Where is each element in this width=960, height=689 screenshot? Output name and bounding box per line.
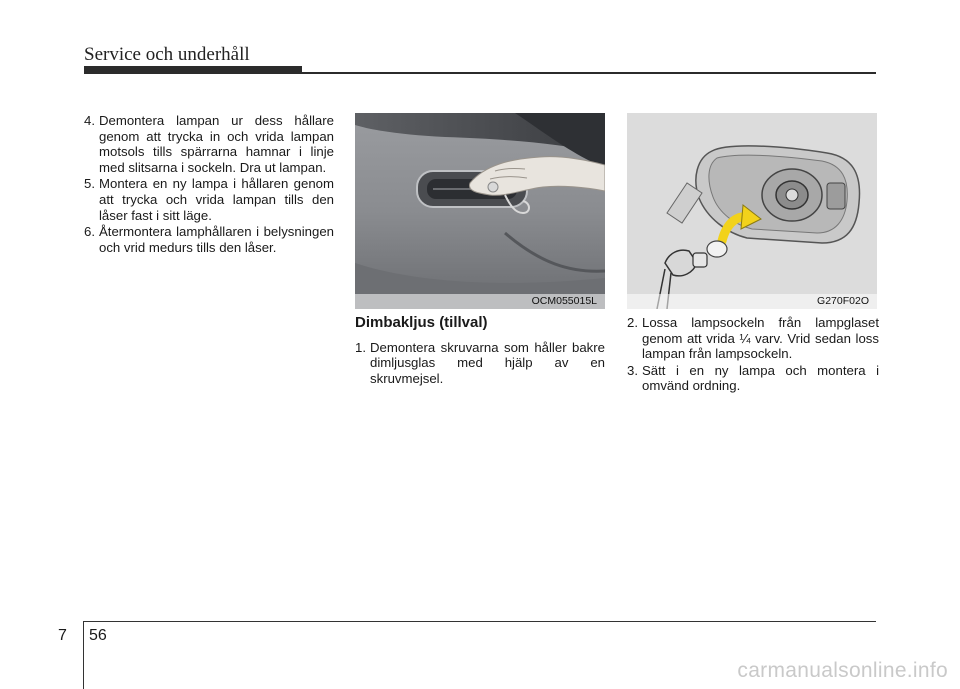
- step-number: 2.: [627, 315, 638, 330]
- section-title: Service och underhåll: [84, 44, 250, 65]
- step-text: Lossa lampsockeln från lampglaset genom att vrida ¼ varv. Vrid sedan loss lampan från lampsockeln.: [642, 315, 879, 362]
- watermark[interactable]: carmanualsonline.info: [737, 659, 948, 682]
- step-number: 6.: [84, 224, 95, 240]
- step-item: [627, 363, 879, 394]
- footer-divider: [83, 621, 84, 689]
- step-text: Montera en ny lampa i hållaren genom att trycka och vrida lampan tills den låser fast i sitt läge.: [99, 176, 334, 223]
- column-left: [84, 113, 334, 256]
- step-number: 5.: [84, 176, 95, 192]
- chapter-number: 7: [58, 627, 67, 644]
- step-item: [627, 315, 879, 362]
- bumper-illustration: [355, 113, 605, 309]
- step-list: [84, 113, 334, 255]
- column-middle: [355, 315, 605, 387]
- page-number: 56: [89, 627, 107, 644]
- step-item: [84, 113, 334, 175]
- header-rule: [84, 72, 876, 74]
- step-number: 1.: [355, 339, 366, 355]
- step-item: [84, 176, 334, 223]
- step-item: [355, 340, 605, 387]
- step-item: [84, 224, 334, 255]
- step-text: Återmontera lamphållaren i belysningen och vrid medurs tills den låser.: [99, 224, 334, 255]
- step-text: Sätt i en ny lampa och montera i omvänd ordning.: [642, 362, 879, 394]
- figure-caption: OCM055015L: [531, 295, 597, 307]
- step-number: 4.: [84, 113, 95, 128]
- step-list: [355, 340, 605, 387]
- step-number: 3.: [627, 362, 638, 378]
- figure-rear-fog-lamp: [355, 113, 605, 309]
- step-text: Demontera lampan ur dess hållare genom att trycka in och vrida lampan motsols tills spärrarna hamnar i linje med slitsarna i sockeln. Dra ut lampan.: [99, 113, 334, 175]
- footer-rule: [84, 621, 876, 622]
- column-right: [627, 315, 879, 395]
- figure-caption: G270F02O: [817, 295, 869, 307]
- lamp-housing-illustration: [627, 113, 877, 309]
- step-text: Demontera skruvarna som håller bakre dimljusglas med hjälp av en skruvmejsel.: [370, 339, 605, 386]
- section-heading: Dimbakljus (tillval): [355, 314, 488, 331]
- figure-lamp-socket: [627, 113, 877, 309]
- step-list: [627, 315, 879, 394]
